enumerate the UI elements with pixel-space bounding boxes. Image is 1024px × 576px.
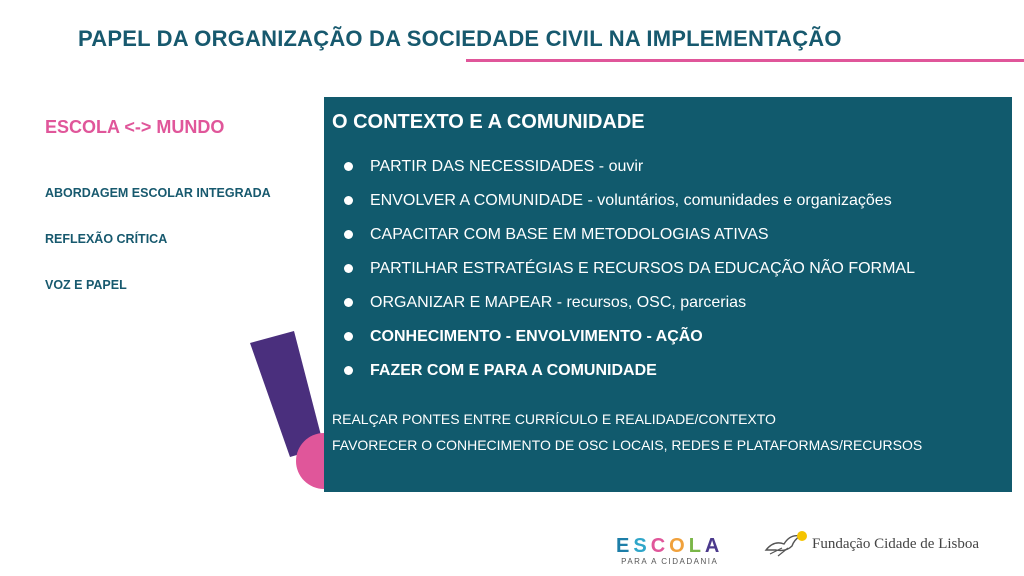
escola-logo-letter: S	[633, 535, 651, 557]
bullet-dot-icon	[344, 162, 353, 171]
footnote-curriculo: REALÇAR PONTES ENTRE CURRÍCULO E REALIDADE/CONTEXTO	[332, 411, 776, 427]
left-item-reflexao: REFLEXÃO CRÍTICA	[45, 232, 168, 246]
bullet-item	[332, 362, 1012, 396]
bullet-item	[332, 226, 1012, 260]
title-underline	[466, 59, 1024, 62]
bullet-text: ORGANIZAR E MAPEAR - recursos, OSC, parcerias	[370, 294, 747, 311]
bullet-item	[332, 328, 1012, 362]
bullet-item	[332, 158, 1012, 192]
slide-title: PAPEL DA ORGANIZAÇÃO DA SOCIEDADE CIVIL NA IMPLEMENTAÇÃO	[78, 26, 842, 51]
bullet-text: CAPACITAR COM BASE EM METODOLOGIAS ATIVAS	[370, 226, 769, 243]
bullet-list	[332, 158, 1012, 396]
bullet-text: FAZER COM E PARA A COMUNIDADE	[370, 362, 657, 379]
bullet-dot-icon	[344, 264, 353, 273]
escola-logo-word	[616, 536, 723, 556]
escola-logo-letter: L	[688, 535, 705, 557]
bullet-item	[332, 192, 1012, 226]
bullet-dot-icon	[344, 298, 353, 307]
bullet-item	[332, 294, 1012, 328]
left-heading: ESCOLA <-> MUNDO	[45, 117, 225, 137]
fundacao-cidade-lisboa-logo	[764, 530, 979, 558]
footnote-osc: FAVORECER O CONHECIMENTO DE OSC LOCAIS, REDES E PLATAFORMAS/RECURSOS	[332, 437, 923, 453]
panel-title: O CONTEXTO E A COMUNIDADE	[332, 111, 645, 133]
bullet-text: PARTILHAR ESTRATÉGIAS E RECURSOS DA EDUCAÇÃO NÃO FORMAL	[370, 260, 915, 277]
context-panel	[324, 97, 1012, 492]
escola-logo-letter: C	[650, 535, 670, 557]
bullet-dot-icon	[344, 230, 353, 239]
bullet-text: CONHECIMENTO - ENVOLVIMENTO - AÇÃO	[370, 328, 703, 345]
bullet-text: PARTIR DAS NECESSIDADES - ouvir	[370, 158, 644, 175]
escola-logo-letter: O	[669, 535, 689, 557]
escola-cidadania-logo	[616, 536, 723, 566]
escola-logo-letter: E	[616, 535, 634, 557]
exclamation-mark-graphic	[238, 325, 328, 490]
bird-icon	[764, 530, 808, 558]
left-item-voz: VOZ E PAPEL	[45, 278, 127, 292]
bullet-dot-icon	[344, 196, 353, 205]
escola-logo-letter: A	[704, 535, 724, 557]
fundacao-name: Fundação Cidade de Lisboa	[812, 535, 980, 552]
bullet-item	[332, 260, 1012, 294]
bullet-dot-icon	[344, 332, 353, 341]
bullet-dot-icon	[344, 366, 353, 375]
escola-logo-subtitle: PARA A CIDADANIA	[621, 557, 719, 566]
bullet-text: ENVOLVER A COMUNIDADE - voluntários, comunidades e organizações	[370, 192, 892, 209]
left-item-abordagem: ABORDAGEM ESCOLAR INTEGRADA	[45, 186, 271, 200]
